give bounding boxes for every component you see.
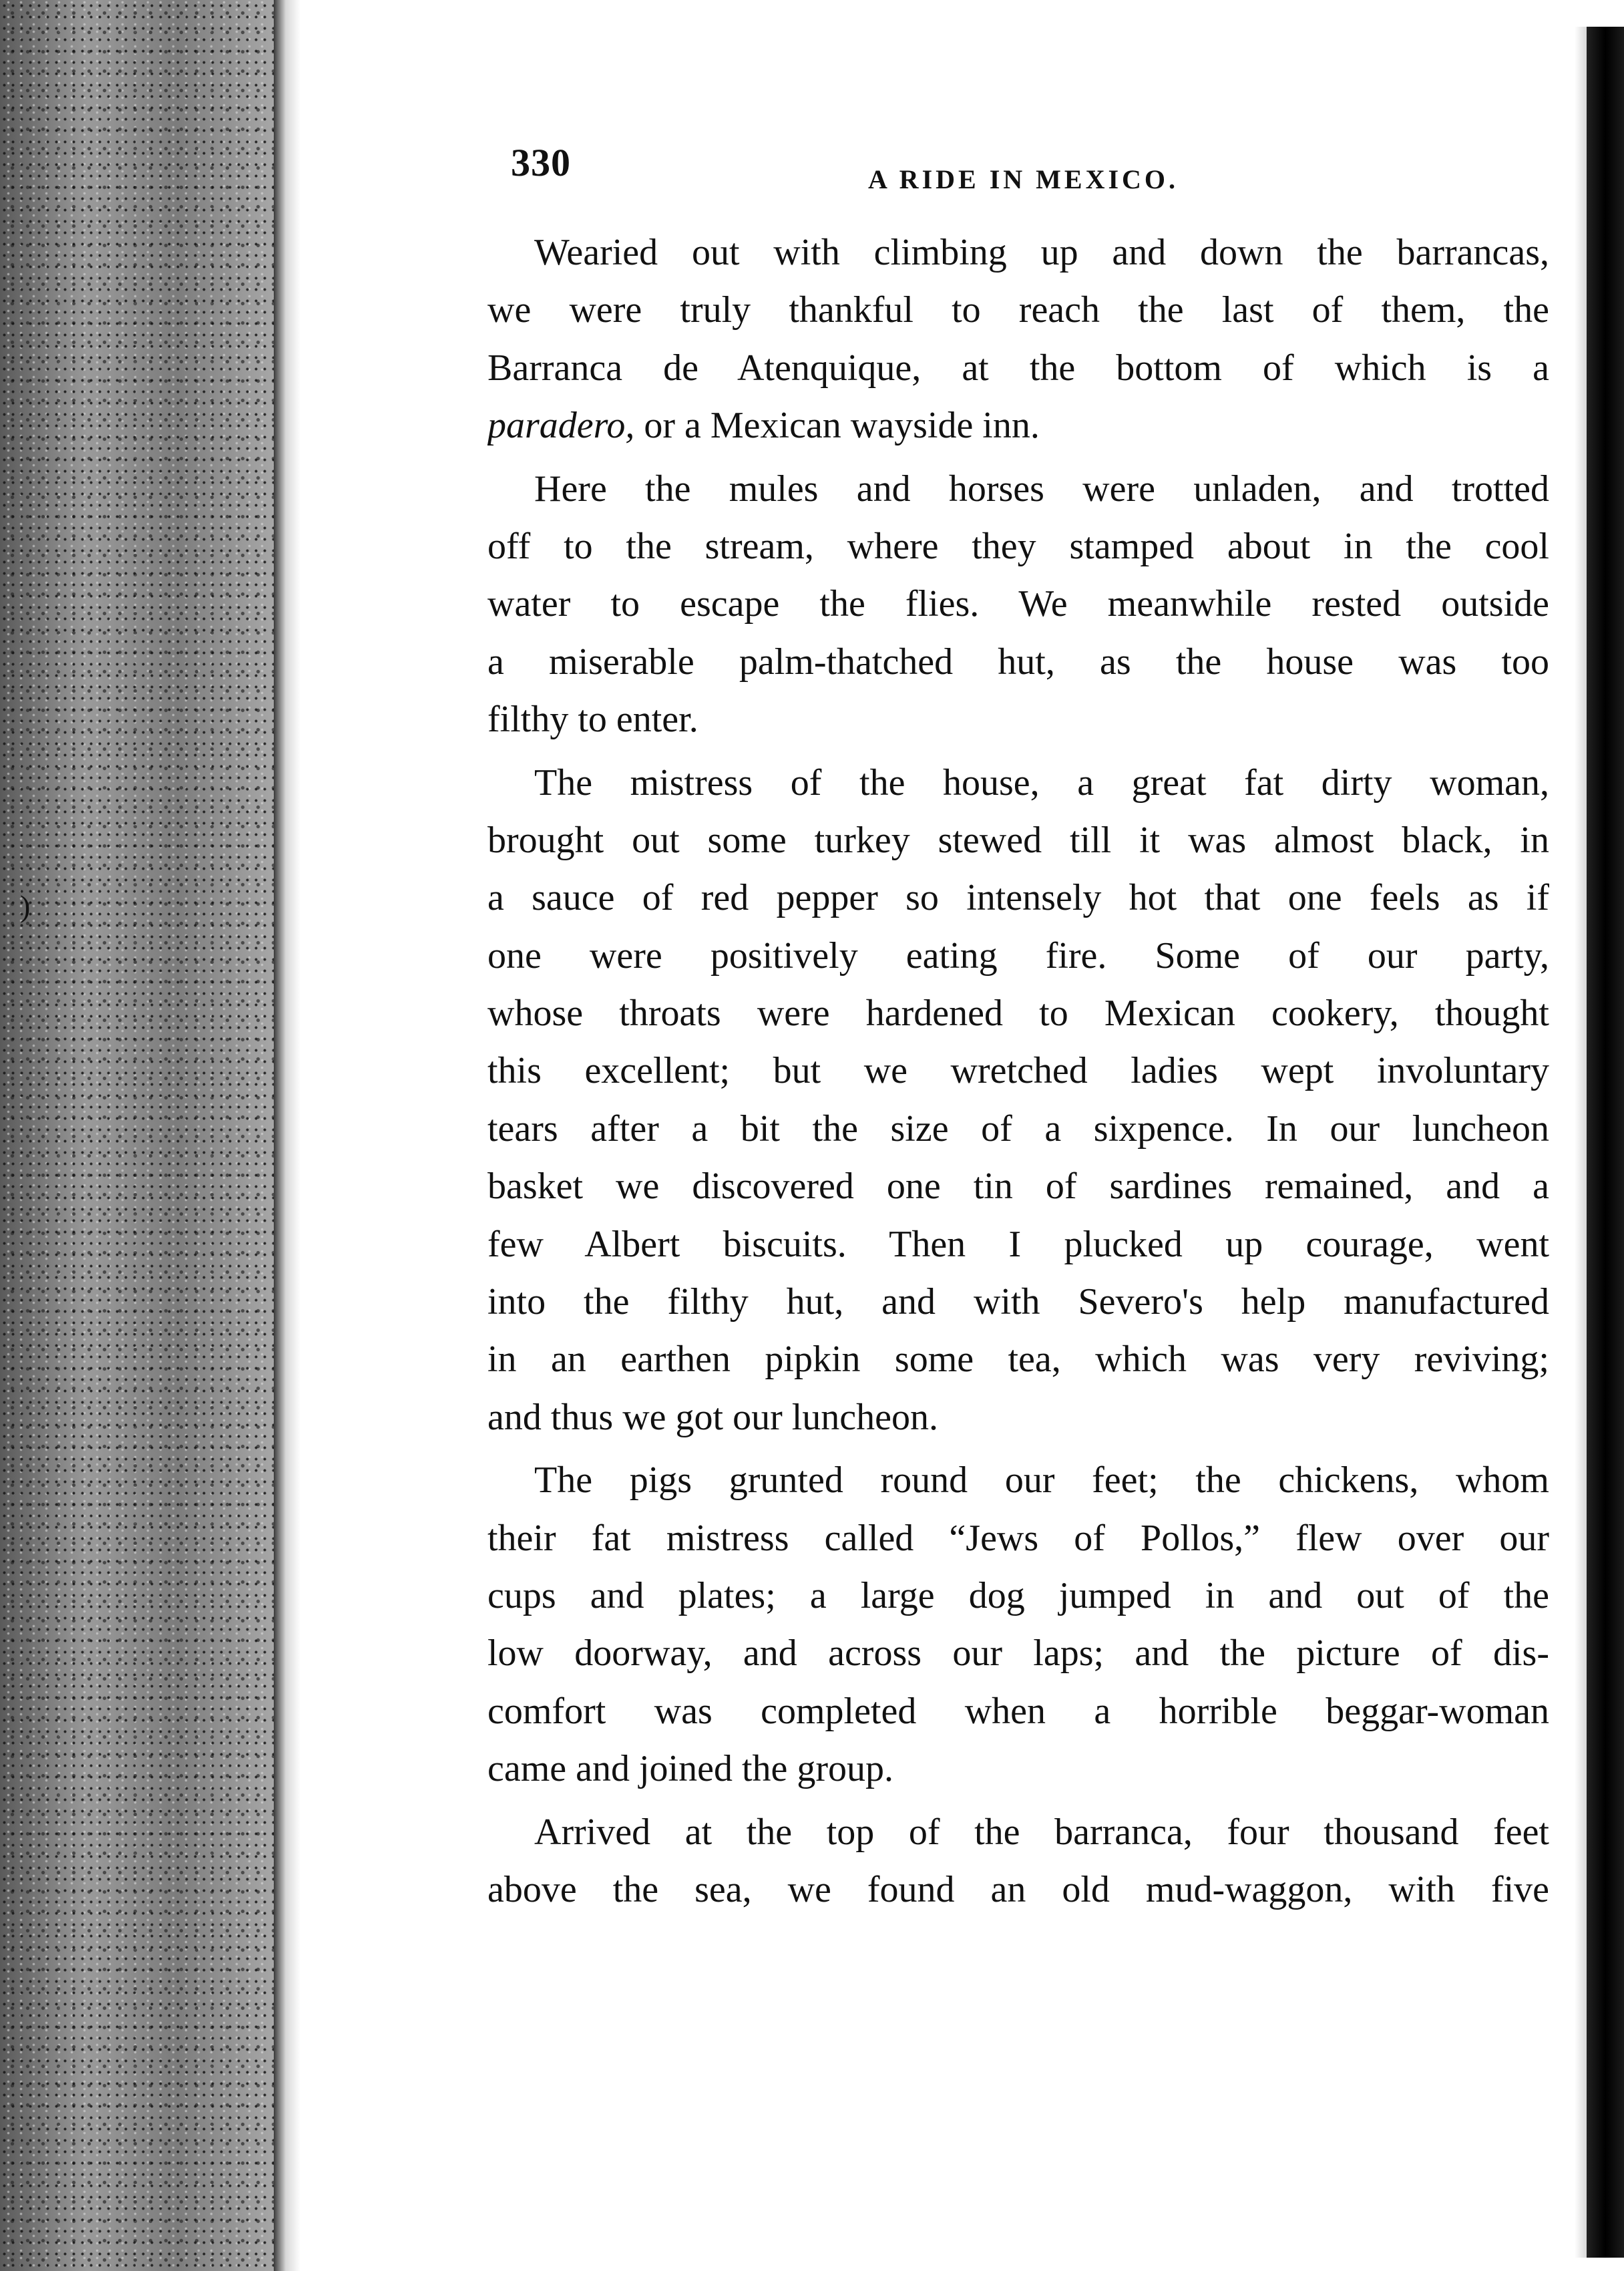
gutter-edge (274, 0, 300, 2271)
text-fragment: or a Mexican wayside inn. (644, 405, 1040, 447)
running-head: A RIDE IN MEXICO. (868, 164, 1179, 194)
text-line: whose throats were hardened to Mexican cookery, thought (487, 993, 1549, 1035)
text-line (487, 397, 1549, 454)
text-line: tears after a bit the size of a sixpence. In our luncheon (487, 1107, 1549, 1150)
margin-mark: ) (20, 889, 31, 923)
text-line: Arrived at the top of the barranca, four thousand feet (534, 1811, 1549, 1853)
text-line: low doorway, and across our laps; and the picture of dis- (487, 1632, 1549, 1675)
text-line: and thus we got our luncheon. (487, 1396, 938, 1438)
text-line: this excellent; but we wretched ladies wept involuntary (487, 1050, 1549, 1092)
text-line: one were positively eating fire. Some of our party, (487, 934, 1549, 977)
text-line: comfort was completed when a horrible beggar-woman (487, 1690, 1549, 1732)
text-line: few Albert biscuits. Then I plucked up courage, went (487, 1223, 1549, 1265)
text-line: above the sea, we found an old mud-waggon, with five (487, 1868, 1549, 1910)
text-line: a miserable palm-thatched hut, as the house was too (487, 641, 1549, 683)
page-number: 330 (511, 141, 571, 184)
text-line: basket we discovered one tin of sardines remained, and a (487, 1166, 1549, 1208)
italic-term: paradero, (487, 405, 635, 447)
text-line: Barranca de Atenquique, at the bottom of which is a (487, 347, 1549, 389)
text-line: a sauce of red pepper so intensely hot that one feels as if (487, 877, 1549, 919)
page-edge-gap (1575, 27, 1587, 2258)
text-line: came and joined the group. (487, 1748, 894, 1790)
text-line: The pigs grunted round our feet; the chickens, whom (534, 1459, 1549, 1502)
text-line: their fat mistress called “Jews of Pollos,” flew over our (487, 1517, 1549, 1559)
text-line: in an earthen pipkin some tea, which was very reviving; (487, 1339, 1549, 1381)
text-line: Wearied out with climbing up and down the barrancas, (534, 232, 1549, 273)
text-line: cups and plates; a large dog jumped in and out of the (487, 1574, 1549, 1616)
text-line: brought out some turkey stewed till it was almost black, in (487, 819, 1549, 861)
text-line: into the filthy hut, and with Severo's help manufactured (487, 1281, 1549, 1323)
text-line: filthy to enter. (487, 699, 698, 741)
fore-edge-shadow (1587, 27, 1624, 2258)
text-line: off to the stream, where they stamped about in the cool (487, 525, 1549, 567)
text-line: water to escape the flies. We meanwhile rested outside (487, 583, 1549, 625)
text-line: we were truly thankful to reach the last of them, the (487, 289, 1549, 331)
page-body (487, 224, 1549, 1918)
text-line: The mistress of the house, a great fat dirty woman, (534, 761, 1549, 804)
text-line: Here the mules and horses were unladen, and trotted (534, 468, 1549, 510)
book-spine-shadow (0, 0, 294, 2271)
